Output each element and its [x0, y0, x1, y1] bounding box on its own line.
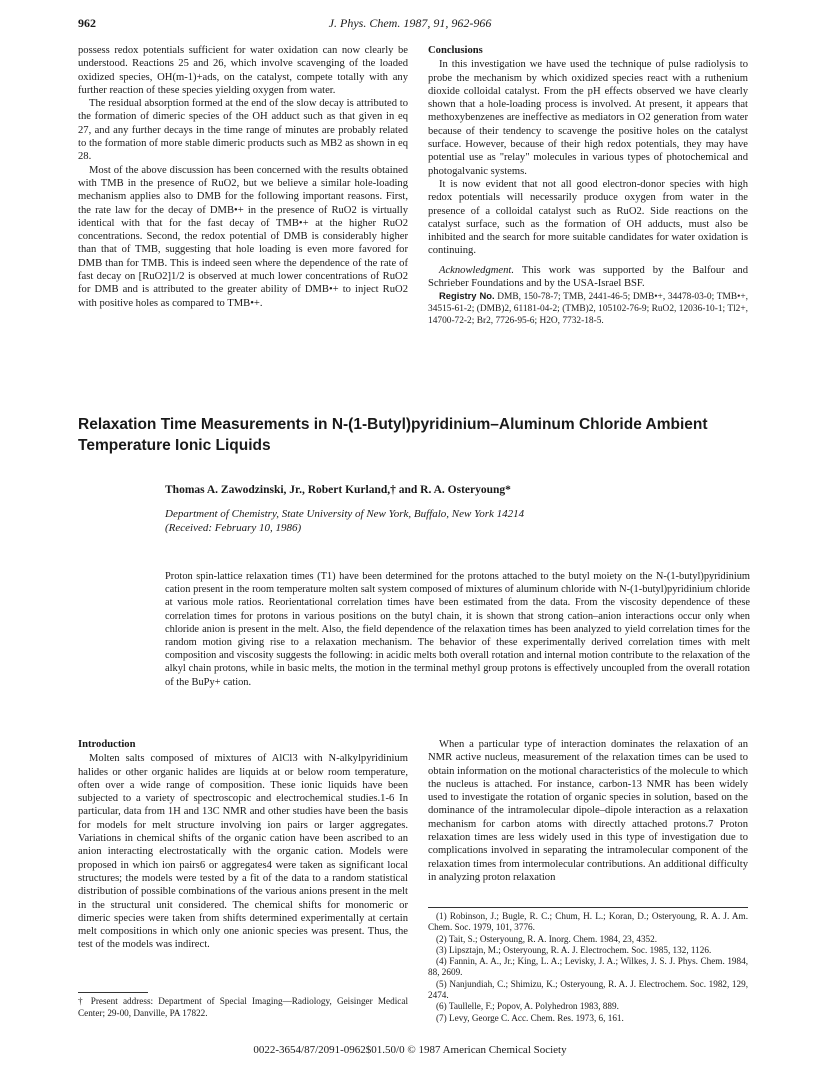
- reference-item: (2) Tait, S.; Osteryoung, R. A. Inorg. Chem. 1984, 23, 4352.: [436, 933, 658, 944]
- paragraph: possess redox potentials sufficient for water oxidation can now clearly be understood. Reactions 25 and 26, which involve scavenging of the loaded oxidized species, OH(m-1)+ads, on the catalyst, compete totally with any further reaction of these species yielding oxygen from water.: [78, 45, 408, 96]
- paragraph: When a particular type of interaction dominates the relaxation of an NMR active nucleus, measurement of the relaxation times can be used to obtain information on the motional characteristics of the molecule to which the nucleus is attached. For instance, carbon-13 NMR has been widely used to investigate the rotation of organic species in solution, based on the dominance of the intramolecular dipole–dipole interaction as a relaxation mechanism for carbon atoms with directly attached protons.7 Proton relaxation times are less widely used in this type of investigation due to complications involved in separating the intramolecular component of the relaxation times from intermolecular contributions. An additional difficulty in analyzing proton relaxation: [428, 739, 748, 883]
- intro-left-column: [78, 738, 408, 952]
- running-header: J. Phys. Chem. 1987, 91, 962-966: [328, 16, 492, 30]
- acknowledgment: [428, 264, 748, 291]
- references-rule: [428, 907, 748, 908]
- introduction-heading: Introduction: [78, 739, 136, 750]
- affiliation-text: Department of Chemistry, State University of New York, Buffalo, New York 14214: [165, 508, 525, 520]
- references-list: [428, 911, 748, 1024]
- reference-item: (6) Taullelle, F.; Popov, A. Polyhedron 1983, 889.: [436, 1001, 619, 1012]
- article-title: Relaxation Time Measurements in N-(1-Butyl)pyridinium–Aluminum Chloride Ambient Temperature Ionic Liquids: [78, 416, 708, 454]
- acknowledgment-label: Acknowledgment.: [439, 264, 515, 276]
- article-authors: Thomas A. Zawodzinski, Jr., Robert Kurland,† and R. A. Osteryoung*: [165, 484, 511, 496]
- page-number: 962: [78, 16, 96, 30]
- received-date: (Received: February 10, 1986): [165, 522, 302, 534]
- paragraph: The residual absorption formed at the end of the slow decay is attributed to the formation of dimeric species of the OH adduct such as that given in eq 27, and any further decays in the time range of minutes are probably related to the formation of more stable dimeric products such as MB2 as shown in eq 28.: [78, 98, 408, 163]
- author-footnote: † Present address: Department of Special Imaging—Radiology, Geisinger Medical Center; 29-00, Danville, PA 17822.: [78, 996, 408, 1018]
- conclusions-heading: Conclusions: [428, 45, 483, 56]
- reference-item: (5) Nanjundiah, C.; Shimizu, K.; Osteryoung, R. A. J. Electrochem. Soc. 1982, 129, 2474.: [428, 978, 748, 1001]
- page-footer: 0022-3654/87/2091-0962$01.50/0 © 1987 American Chemical Society: [253, 1044, 567, 1056]
- prev-article-right-column: [428, 44, 748, 328]
- article-affiliation: [165, 507, 725, 535]
- registry-text: DMB, 150-78-7; TMB, 2441-46-5; DMB•+, 34478-03-0; TMB•+, 34515-61-2; (DMB)2, 61181-04-2; (TMB)2, 105102-76-9; RuO2, 12036-10-1; Tl2+, 14700-72-2; Br2, 7726-95-6; H2O, 7732-18-5.: [428, 292, 748, 326]
- acknowledgment-text: This work was supported by the Balfour and Schrieber Foundations and by the USA-Israel BSF.: [428, 264, 748, 290]
- intro-right-column: [428, 738, 748, 884]
- footnote-rule: [78, 992, 148, 993]
- reference-item: (4) Fannin, A. A., Jr.; King, L. A.; Levisky, J. A.; Wilkes, J. S. J. Phys. Chem. 1984, 88, 2609.: [428, 956, 748, 978]
- prev-article-left-column: [78, 44, 408, 310]
- article-abstract: [165, 570, 750, 689]
- abstract-text: Proton spin-lattice relaxation times (T1) have been determined for the protons attached to the butyl moiety on the N-(1-butyl)pyridinium cation present in the room temperature molten salt system composed of mixtures of aluminum chloride with N-(1-butyl)pyridinium chloride at various mole ratios. Reorientational correlation times have been estimated from the data. From the viscosity dependence of these correlation times for protons in various positions on the butyl chain, it is shown that strong cation–anion interactions occur only when chloride anion is present in the melt. Also, the field dependence of the relaxation times has been analyzed to yield correlation times for the random motion giving rise to a relaxation mechanism. The behavior of these experimentally derived correlation times with melt composition and viscosity suggests the following: in acidic melts both overall rotation and internal motion contribute to the relaxation of the alkyl chain protons, while in basic melts, the motion in the terminal methyl group protons is effectively uncoupled from the overall rotation of the BuPy+ cation.: [165, 571, 750, 688]
- registry-label: Registry No.: [439, 290, 495, 302]
- registry-numbers: [428, 290, 748, 327]
- paragraph: It is now evident that not all good electron-donor species with high redox potentials will necessarily produce oxygen from water in the presence of a colloidal catalyst such as RuO2. Side reactions on the catalyst surface, such as the formation of OH adducts, must also be inhibited and the search for more suitable candidates for water oxidation is continuing.: [428, 178, 748, 257]
- paragraph: In this investigation we have used the technique of pulse radiolysis to probe the mechanism by which oxidized species react with a ruthenium dioxide colloidal catalyst. From the pH effects observed we have clearly shown that a hole-loading process is involved. At present, it appears that methoxybenzenes are ineffective as mediators in O2 generation from water because of their tendency to scavenge the positive holes on the catalyst surface. However, because of their high redox potentials, they may have potential use as "relay" molecules in various types of photochemical and photogalvanic systems.: [428, 59, 748, 177]
- paragraph: Molten salts composed of mixtures of AlCl3 with N-alkylpyridinium halides or other organic halides are liquids at or below room temperature, often over a wide range of composition. These ionic liquids have been subjected to a variety of spectroscopic and electrochemical studies.1-6 In particular, data from 1H and 13C NMR and other studies have been the basis for models for melt structure involving ion pairs or larger aggregates. Variations in chemical shifts of the organic cation have been ascribed to an anion interacting electrostatically with the organic cation. Models were proposed in which ion pairs6 or aggregates4 were taken as significant local structures; the models were tested by a fit of the data to a random statistical distribution of possible combinations of the various anions present in the melt in the structural unit considered. The chemical shifts for monomeric or dimeric species were taken from shifts determined experimentally at certain melt compositions in which only one anionic species was present. Thus, the test of the models was indirect.: [78, 753, 408, 951]
- reference-item: (3) Lipsztajn, M.; Osteryoung, R. A. J. Electrochem. Soc. 1985, 132, 1126.: [436, 944, 712, 955]
- reference-item: (7) Levy, George C. Acc. Chem. Res. 1973, 6, 161.: [436, 1012, 624, 1023]
- paragraph: Most of the above discussion has been concerned with the results obtained with TMB in the presence of RuO2, but we believe a similar hole-loading mechanism applies also to DMB for the following important reasons. First, the rate law for the decay of DMB•+ in the presence of RuO2 is virtually identical with that for the fast decay of TMB•+ at the higher RuO2 concentrations. Second, the redox potential of DMB is considerably higher than that of TMB, suggesting that hole loading is even more favored for DMB than for TMB. This is indeed seen where the dependence of the rate of fast decay on [RuO2]1/2 is observed at much lower concentrations of RuO2 for DMB and is attributed to the greater ability of DMB•+ to inject RuO2 with positive holes as compared to TMB•+.: [78, 164, 408, 309]
- reference-item: (1) Robinson, J.; Bugle, R. C.; Chum, H. L.; Koran, D.; Osteryoung, R. A. J. Am. Chem. Soc. 1979, 101, 3776.: [428, 911, 748, 933]
